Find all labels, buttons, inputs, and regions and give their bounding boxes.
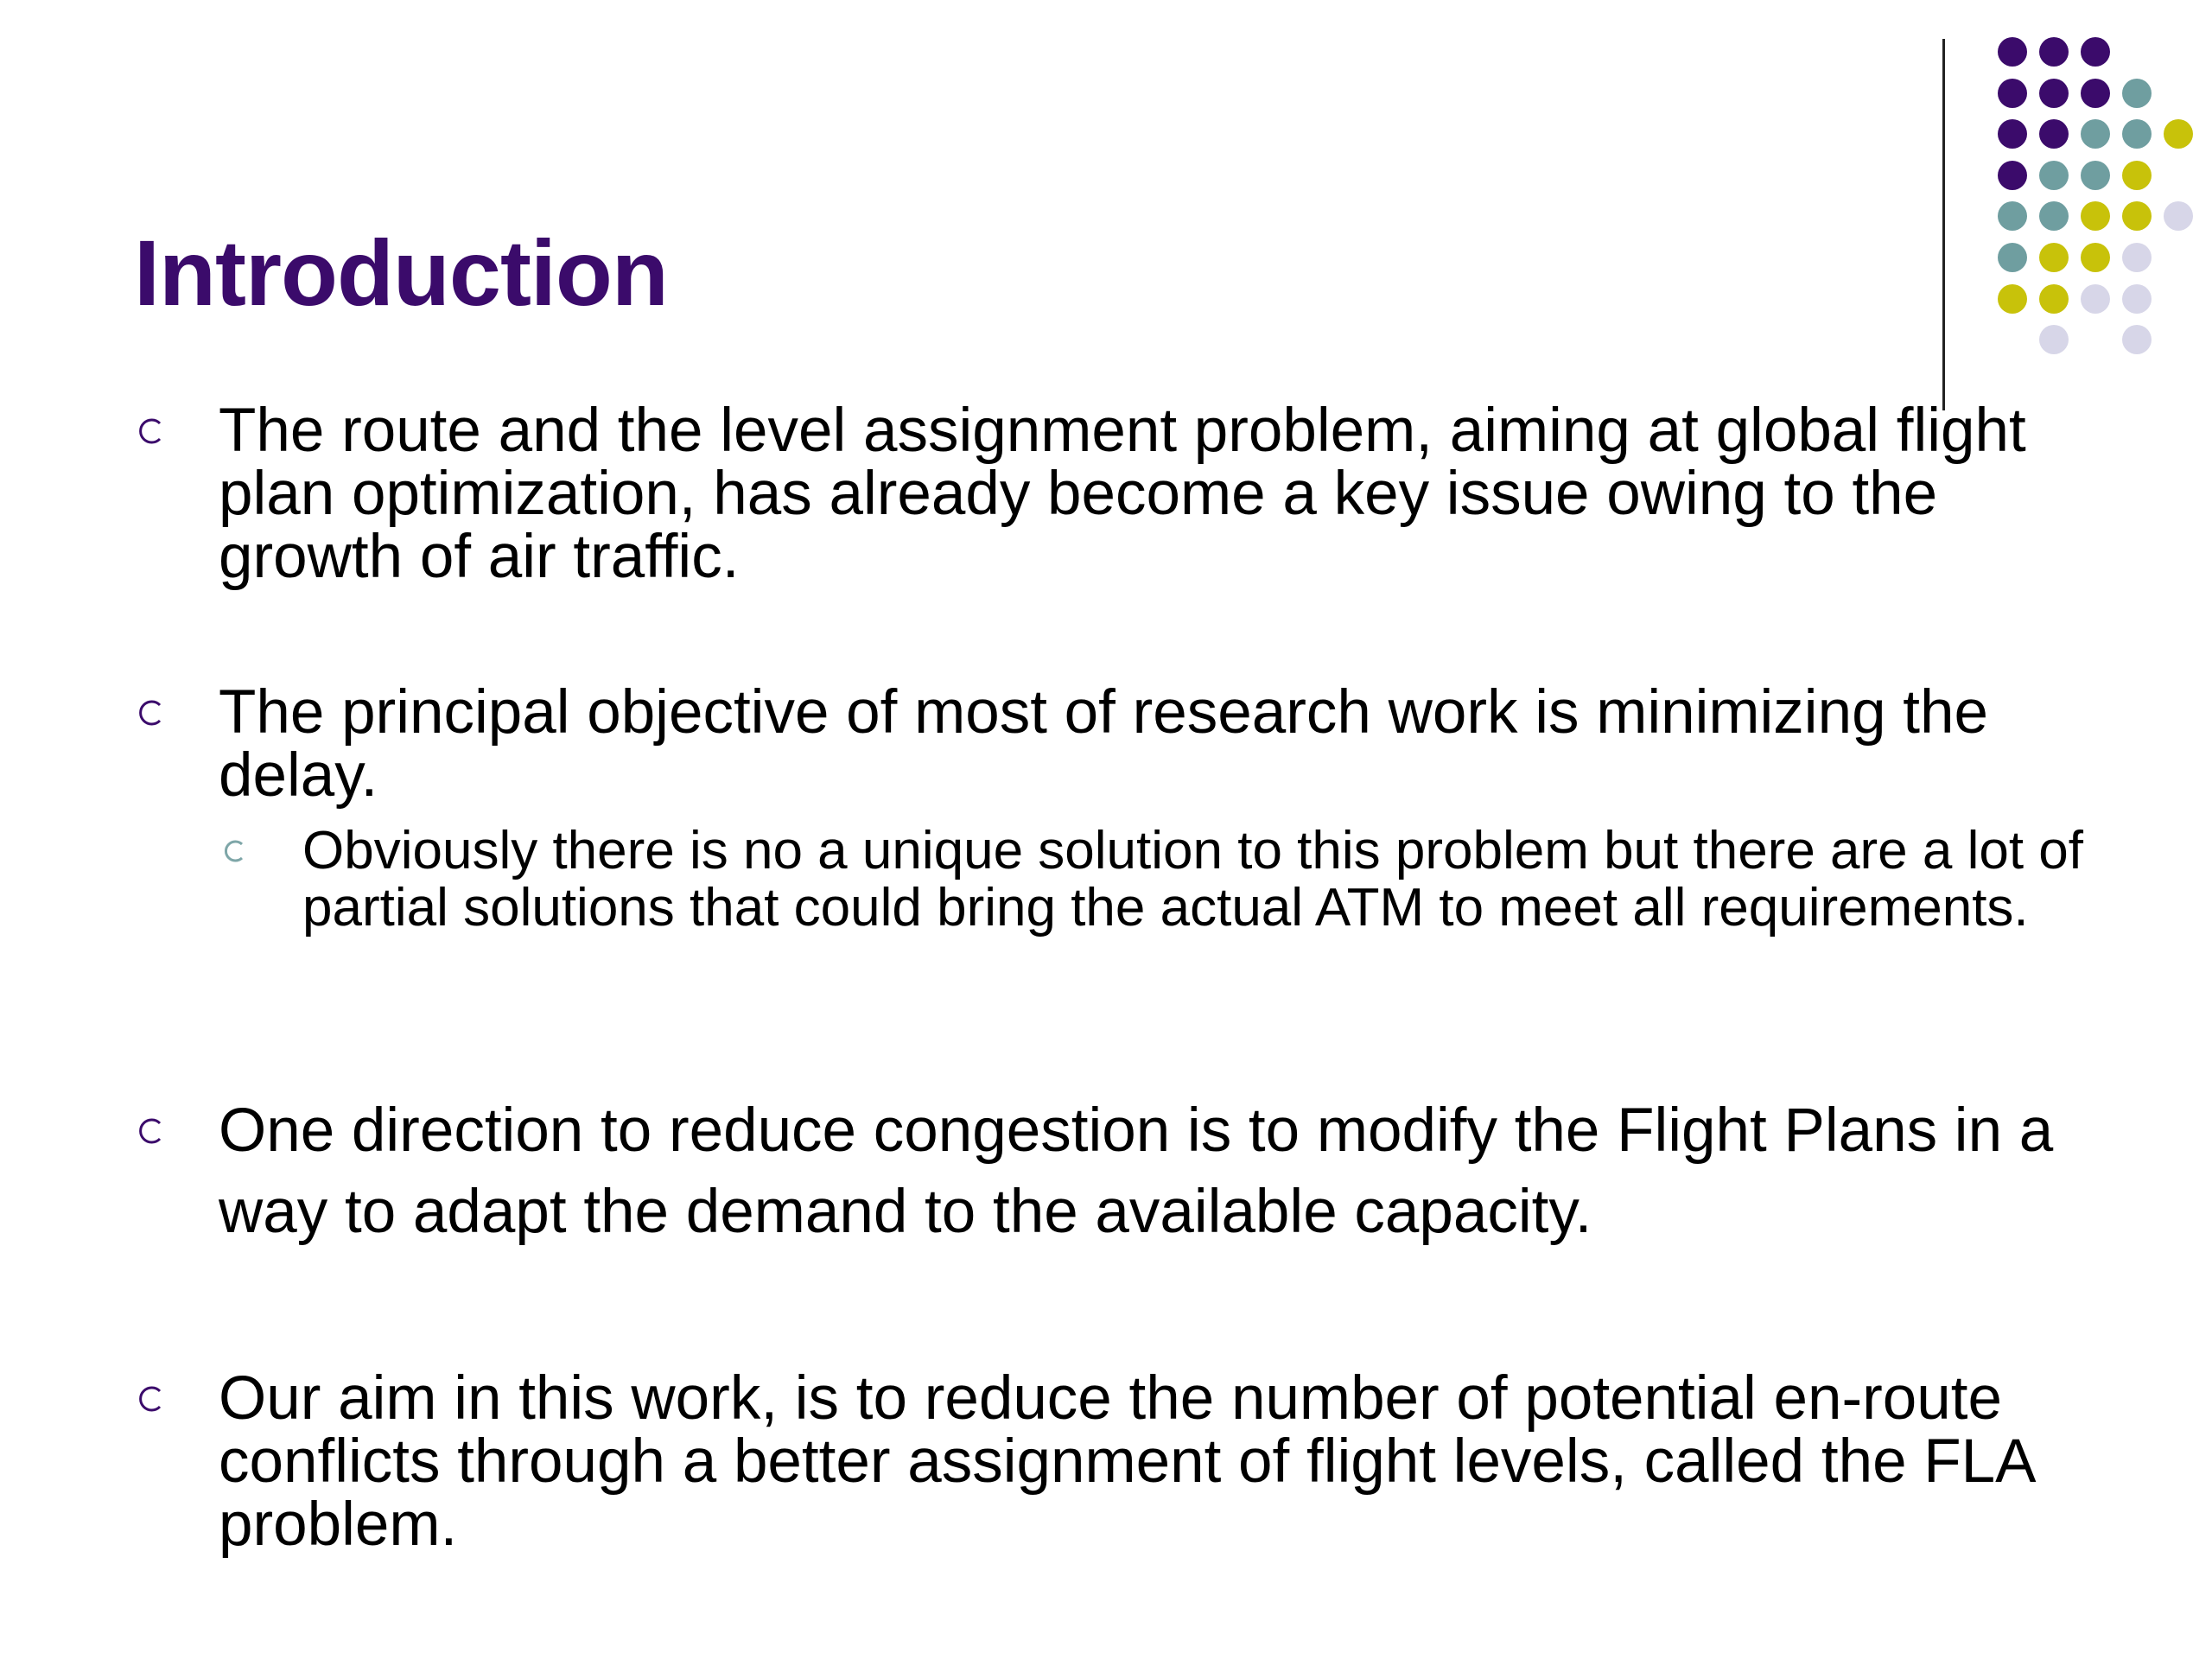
bullet-item-2 (138, 678, 2117, 810)
open-arc-bullet-icon (138, 1386, 164, 1412)
sub-bullet-item (223, 823, 2081, 1013)
bullet-text: One direction to reduce congestion is to modify the Flight Plans in a way to adapt the demand to the available capacity. (219, 1096, 2054, 1246)
decoration-dot (2164, 119, 2193, 149)
decoration-dot (2039, 37, 2069, 67)
decoration-dot (1998, 201, 2027, 231)
bullet-text: The principal objective of most of research work is minimizing the delay. (219, 678, 1988, 810)
decoration-dot (2081, 161, 2110, 190)
decoration-dot (2122, 325, 2152, 354)
decoration-dot (2081, 119, 2110, 149)
decoration-dot (2122, 201, 2152, 231)
decoration-dot (1998, 79, 2027, 108)
decoration-dot (2039, 284, 2069, 314)
decoration-dot (2081, 79, 2110, 108)
decoration-dot (2039, 325, 2069, 354)
decoration-dot (2122, 119, 2152, 149)
decoration-dot (1998, 37, 2027, 67)
decoration-dot (1998, 119, 2027, 149)
sub-bullet-text: Obviously there is no a unique solution to this problem but there are a lot of partial solutions that could bring the actual ATM to meet all requirements. (302, 821, 2083, 938)
decoration-dot (2039, 161, 2069, 190)
open-arc-bullet-icon (138, 1118, 164, 1144)
decoration-dot (2122, 284, 2152, 314)
decoration-dot (2122, 161, 2152, 190)
bullet-item-1 (138, 399, 2117, 589)
open-arc-bullet-icon (138, 418, 164, 444)
decoration-dot (2039, 201, 2069, 231)
decoration-dot (2164, 201, 2193, 231)
open-arc-bullet-icon (138, 700, 164, 726)
slide-title: Introduction (134, 220, 668, 325)
decoration-dot (2081, 284, 2110, 314)
bullet-item-3 (138, 1090, 2117, 1263)
bullet-text: The route and the level assignment problem, aiming at global flight plan optimization, has already become a key issue owing to the growth of air traffic. (219, 397, 2026, 591)
decoration-dot (2081, 37, 2110, 67)
decoration-dot (1998, 243, 2027, 272)
open-arc-sub-bullet-icon (223, 840, 245, 862)
bullet-item-4 (138, 1364, 2117, 1559)
decoration-dot (2039, 119, 2069, 149)
decoration-dot (2039, 243, 2069, 272)
decoration-dot (1998, 284, 2027, 314)
decoration-dot (2122, 79, 2152, 108)
decoration-dot (1998, 161, 2027, 190)
decoration-dot (2039, 79, 2069, 108)
decoration-dot (2122, 243, 2152, 272)
decoration-dot (2081, 201, 2110, 231)
vertical-divider (1942, 39, 1945, 410)
decoration-dot (2081, 243, 2110, 272)
bullet-text: Our aim in this work, is to reduce the number of potential en-route conflicts through a better assignment of flight levels, called the FLA problem. (219, 1364, 2033, 1559)
